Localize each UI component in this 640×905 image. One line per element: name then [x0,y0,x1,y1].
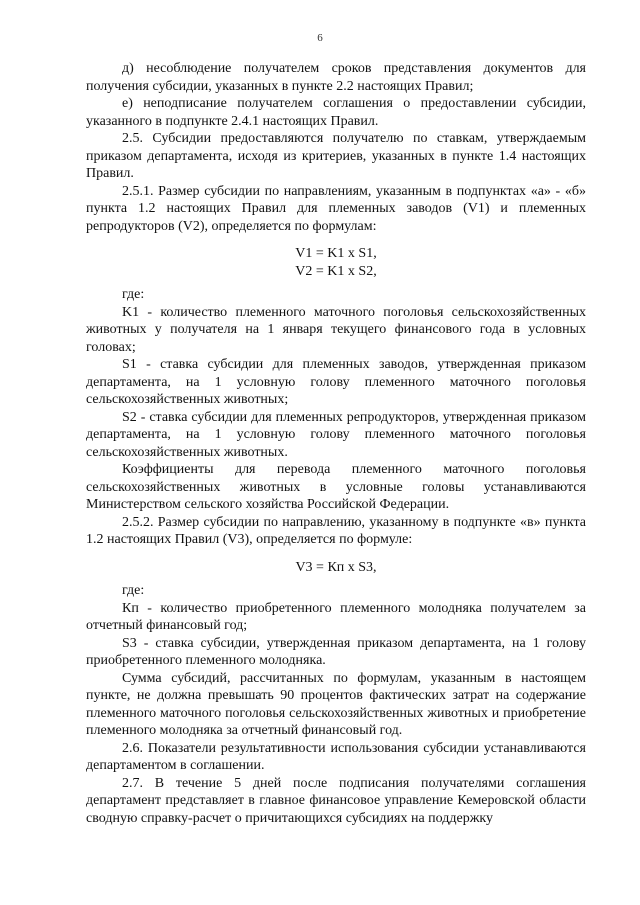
where-label-2: где: [122,583,145,598]
formula-v2: V2 = K1 x S2, [295,263,377,279]
definition-s3: S3 - ставка субсидии, утвержденная приказом департамента, на 1 голову приобретенного племенного молодняка. [86,635,586,668]
paragraph-subsidy-limit: Сумма субсидий, рассчитанных по формулам, указанным в настоящем пункте, не должна превышать 90 процентов фактических затрат на содержание племенного маточного поголовья сельскохозяйственных животных и приобретение племенного молодняка за отчетный финансовый год. [86,670,586,738]
definition-kp: Кп - количество приобретенного племенного молодняка получателем за отчетный финансовый год; [86,600,586,633]
paragraph-2-6: 2.6. Показатели результативности использования субсидии устанавливаются департаментом в соглашении. [86,740,586,773]
paragraph-d: д) несоблюдение получателем сроков представления документов для получения субсидии, указанных в пункте 2.2 настоящих Правил; [86,61,586,94]
definition-s1: S1 - ставка субсидии для племенных заводов, утвержденная приказом департамента, на 1 условную голову племенного маточного поголовья сельскохозяйственных животных; [86,357,586,407]
paragraph-2-7: 2.7. В течение 5 дней после подписания получателями соглашения департамент представляет в главное финансовое управление Кемеровской области сводную справку-расчет о причитающихся субсидиях на поддержку [86,775,586,826]
definition-s2: S2 - ставка субсидии для племенных репродукторов, утвержденная приказом департамента, на 1 условную голову племенного маточного поголовья сельскохозяйственных животных. [86,409,586,460]
document-body [86,60,586,827]
paragraph-2-5-1: 2.5.1. Размер субсидии по направлениям, указанным в подпунктах «а» - «б» пункта 1.2 настоящих Правил для племенных заводов (V1) и племенных репродукторов (V2), определяется по формулам: [86,183,586,234]
formula-v1-v2 [86,245,586,280]
formula-v1: V1 = K1 x S1, [295,246,377,261]
where-label-1: где: [122,287,145,302]
page-number: 6 [317,32,323,44]
paragraph-2-5: 2.5. Субсидии предоставляются получателю по ставкам, утверждаемым приказом департамента, исходя из критериев, указанных в пункте 1.4 настоящих Правил. [86,131,586,181]
paragraph-coefficients: Коэффициенты для перевода племенного маточного поголовья сельскохозяйственных животных в условные головы устанавливаются Министерством сельского хозяйства Российской Федерации. [86,462,586,512]
paragraph-2-5-2: 2.5.2. Размер субсидии по направлению, указанному в подпункте «в» пункта 1.2 настоящих Правил (V3), определяется по формуле: [86,514,586,547]
formula-v3-text: V3 = Кп x S3, [295,559,377,575]
definition-k1: K1 - количество племенного маточного поголовья сельскохозяйственных животных у получателя на 1 января текущего финансового года в условных головах; [86,304,586,355]
formula-v3 [86,559,586,577]
paragraph-e: е) неподписание получателем соглашения о предоставлении субсидии, указанного в подпункте 2.4.1 настоящих Правил. [86,96,586,129]
